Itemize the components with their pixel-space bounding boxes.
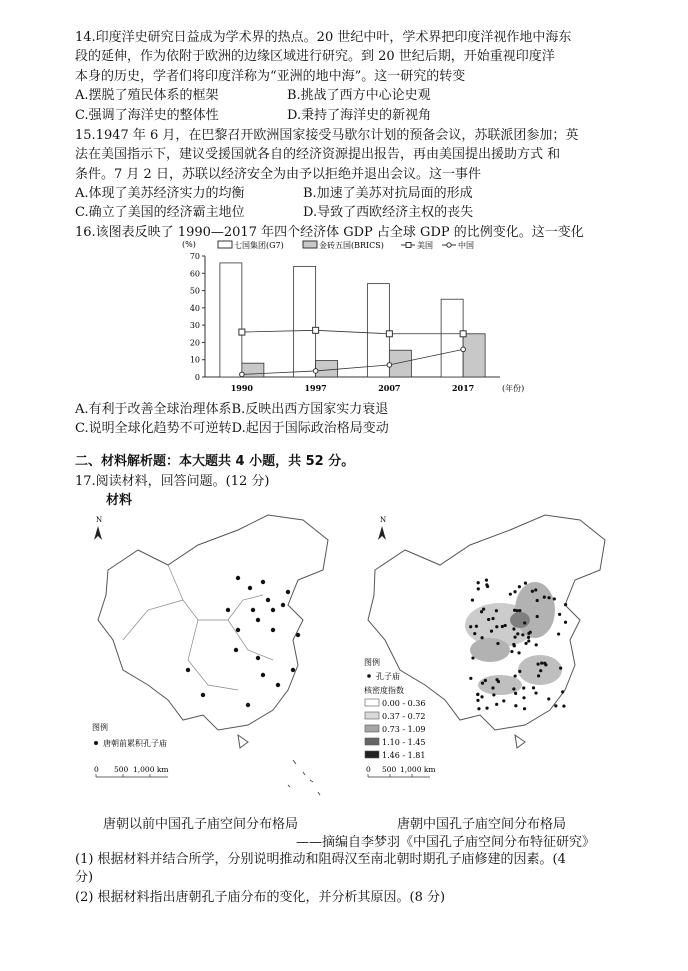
map-before-tang xyxy=(88,510,350,805)
point-china xyxy=(387,363,392,368)
y-tick-label: 20 xyxy=(189,338,200,348)
q15-line: 15.1947 年 6 月，在巴黎召开欧洲国家接受马歇尔计划的预备会议，苏联派团参加；英 xyxy=(75,128,579,143)
temple-dot xyxy=(481,682,484,685)
temple-dot xyxy=(518,670,521,673)
density-class-label: 0.73 - 1.09 xyxy=(382,725,426,734)
y-tick-label: 60 xyxy=(189,269,200,279)
scale-bar xyxy=(368,774,430,777)
temple-dot xyxy=(532,686,535,689)
temple-dot xyxy=(480,636,483,639)
temple-dot xyxy=(535,643,538,646)
temple-dot xyxy=(476,699,479,702)
legend-item: 孔子庙 xyxy=(376,672,400,681)
temple-dot xyxy=(487,618,490,621)
temple-dot xyxy=(522,686,525,689)
x-tick-label: 2017 xyxy=(451,383,475,393)
density-swatch xyxy=(365,699,379,706)
temple-dot xyxy=(476,693,479,696)
y-tick-label: 0 xyxy=(194,373,200,382)
q14-line: 14.印度洋史研究日益成为学术界的热点。20 世纪中叶，学术界把印度洋视作地中海东 xyxy=(75,30,572,45)
gdp-chart xyxy=(180,235,525,395)
temple-dot xyxy=(518,585,521,588)
q15-line: 法在美国指示下，建议受援国就各自的经济资源提出报告，再由美国提出援助方式 和 xyxy=(75,147,561,162)
material-label: 材料 xyxy=(106,493,133,508)
density-class-label: 0.00 - 0.36 xyxy=(382,699,426,708)
svg-text:0: 0 xyxy=(366,765,371,774)
x-tick-label: 1990 xyxy=(230,383,254,393)
density-swatch xyxy=(365,712,379,719)
temple-dot xyxy=(261,673,265,677)
temple-dot xyxy=(271,628,275,632)
temple-dot xyxy=(504,624,507,627)
temple-dot xyxy=(524,642,527,645)
q15-option-a: A.体现了美苏经济实力的均衡 xyxy=(75,186,245,201)
section-title: 二、材料解析题：本大题共 4 小题，共 52 分。 xyxy=(75,454,355,469)
x-tick-label: 2007 xyxy=(378,383,401,393)
temple-dot xyxy=(490,630,493,633)
temple-dot xyxy=(518,609,521,612)
bar-g7 xyxy=(220,263,242,377)
q14-option-c: C.强调了海洋史的整体性 xyxy=(75,108,219,123)
temple-dot xyxy=(537,674,540,677)
legend-marker-china xyxy=(447,243,451,247)
temple-dot xyxy=(512,643,515,646)
q17-stem: 17.阅读材料，回答问题。(12 分) xyxy=(75,474,270,489)
q16-stem: 16.该图表反映了 1990—2017 年四个经济体 GDP 占全球 GDP 的比例变化。这一变化 xyxy=(75,225,584,240)
temple-dot xyxy=(495,703,498,706)
map-left-caption: 唐朝以前中国孔子庙空间分布格局 xyxy=(103,817,299,832)
temple-dot xyxy=(236,628,240,632)
temple-dot xyxy=(558,613,561,616)
temple-dot xyxy=(514,704,517,707)
y-tick-label: 70 xyxy=(189,252,200,261)
density-class-label: 1.46 - 1.81 xyxy=(382,751,426,760)
q17-sub1-cont: 分) xyxy=(75,870,94,885)
density-swatch xyxy=(365,751,379,758)
y-tick-label: 30 xyxy=(189,321,200,331)
temple-dot xyxy=(559,667,562,670)
temple-dot xyxy=(256,656,260,660)
legend-item: 唐朝前累积孔子庙 xyxy=(103,739,167,748)
temple-dot xyxy=(477,587,480,590)
temple-dot xyxy=(564,603,567,606)
q14-line: 本身的历史，学者们将印度洋称为“亚洲的地中海”。这一研究的转变 xyxy=(75,69,466,84)
temple-dot xyxy=(495,625,498,628)
temple-dot xyxy=(266,598,270,602)
svg-text:500: 500 xyxy=(114,765,129,774)
x-tick-label: 1997 xyxy=(304,383,327,393)
temple-dot xyxy=(547,697,550,700)
point-china xyxy=(240,372,245,377)
temple-dot xyxy=(536,662,539,665)
temple-dot xyxy=(234,648,238,652)
temple-dot xyxy=(473,632,476,635)
temple-dot xyxy=(469,677,472,680)
density-class-label: 1.10 - 1.45 xyxy=(382,738,426,747)
temple-dot xyxy=(516,632,519,635)
temple-dot xyxy=(536,599,539,602)
north-arrow-icon xyxy=(378,526,386,540)
temple-dot xyxy=(276,683,280,687)
temple-dot xyxy=(471,656,474,659)
temple-dot xyxy=(539,669,542,672)
temple-dot xyxy=(256,618,260,622)
temple-dot xyxy=(491,686,494,689)
legend-swatch-brics xyxy=(303,241,317,248)
temple-dot xyxy=(480,695,483,698)
point-usa xyxy=(460,331,466,337)
q14-option-b: B.挑战了西方中心论史观 xyxy=(287,88,431,103)
temple-dot xyxy=(271,608,275,612)
temple-dot xyxy=(514,674,517,677)
point-usa xyxy=(313,327,319,333)
temple-dot xyxy=(186,668,190,672)
y-tick-label: 10 xyxy=(189,355,200,365)
temple-dot xyxy=(527,636,530,639)
svg-text:1,000 km: 1,000 km xyxy=(400,765,436,774)
temple-dot xyxy=(477,707,480,710)
temple-dot xyxy=(513,636,516,639)
temple-dot-icon xyxy=(94,741,98,745)
y-axis-label: (%) xyxy=(182,240,196,249)
temple-dot xyxy=(485,707,488,710)
temple-dot xyxy=(540,661,543,664)
svg-text:0: 0 xyxy=(94,765,99,774)
temple-dot xyxy=(561,690,564,693)
bar-brics xyxy=(463,334,485,377)
line-china xyxy=(242,349,463,374)
temple-dot xyxy=(527,639,530,642)
temple-dot xyxy=(496,642,499,645)
bar-brics xyxy=(316,361,338,377)
north-arrow-icon xyxy=(94,526,102,540)
temple-dot xyxy=(514,692,517,695)
legend-title: 图例 xyxy=(364,658,380,667)
temple-dot xyxy=(510,650,513,653)
temple-dot xyxy=(495,609,498,612)
legend-swatch-g7 xyxy=(218,241,232,248)
temple-dot xyxy=(475,625,478,628)
q16-option-d: D.起因于国际政治格局变动 xyxy=(231,421,389,436)
legend-g7: 七国集团(G7) xyxy=(234,241,284,250)
y-tick-label: 50 xyxy=(189,286,200,296)
q15-option-d: D.导致了西欧经济主权的丧失 xyxy=(303,205,474,220)
line-usa xyxy=(242,330,463,333)
temple-dot xyxy=(543,596,546,599)
temple-dot xyxy=(529,631,532,634)
temple-dot xyxy=(522,696,525,699)
temple-dot xyxy=(543,662,546,665)
x-axis-label: (年份) xyxy=(502,384,525,393)
temple-dot xyxy=(515,609,518,612)
svg-text:1,000 km: 1,000 km xyxy=(133,765,169,774)
temple-dot xyxy=(201,693,205,697)
temple-dot xyxy=(557,632,560,635)
temple-dot xyxy=(534,588,537,591)
temple-dot xyxy=(513,590,516,593)
legend-title: 图例 xyxy=(92,723,108,732)
temple-dot xyxy=(291,668,295,672)
map-right-caption: 唐朝中国孔子庙空间分布格局 xyxy=(397,817,567,832)
bar-brics xyxy=(389,350,411,377)
q17-sub1: (1) 根据材料并结合所学，分别说明推动和阻碍汉至南北朝时期孔子庙修建的因素。(4 xyxy=(75,852,566,867)
q15-option-b: B.加速了美苏对抗局面的形成 xyxy=(303,186,473,201)
temple-dot xyxy=(547,596,550,599)
bar-g7 xyxy=(441,299,463,377)
point-usa xyxy=(239,329,245,335)
temple-dot xyxy=(469,625,472,628)
legend-usa: 美国 xyxy=(417,241,433,250)
temple-dot xyxy=(484,679,487,682)
bar-brics xyxy=(242,363,264,377)
temple-dot xyxy=(531,590,534,593)
temple-dot xyxy=(477,581,480,584)
y-tick-label: 40 xyxy=(189,303,200,313)
density-class-label: 0.37 - 0.72 xyxy=(382,712,426,721)
temple-dot xyxy=(482,608,485,611)
temple-dot xyxy=(509,593,512,596)
legend-china: 中国 xyxy=(458,241,474,250)
temple-dot xyxy=(553,597,556,600)
q16-option-b: B.反映出西方国家实力衰退 xyxy=(231,402,389,417)
density-legend xyxy=(365,699,425,760)
temple-dot xyxy=(296,633,300,637)
temple-dot xyxy=(236,576,240,580)
temple-dot xyxy=(502,699,505,702)
temple-dot xyxy=(226,608,230,612)
temple-dot xyxy=(471,598,474,601)
q15-line: 条件。7 月 2 日，苏联以经济安全为由予以拒绝并退出会议。这一事件 xyxy=(75,167,481,182)
north-arrow-label: N xyxy=(96,516,103,524)
q14-option-d: D.秉持了海洋史的新视角 xyxy=(287,108,432,123)
q17-sub2: (2) 根据材料指出唐朝孔子庙分布的变化，并分析其原因。(8 分) xyxy=(75,890,446,905)
temple-dot xyxy=(523,707,526,710)
q15-option-c: C.确立了美国的经济霸主地位 xyxy=(75,205,245,220)
temple-dot xyxy=(536,615,539,618)
point-china xyxy=(461,347,466,352)
q16-option-c: C.说明全球化趋势不可逆转 xyxy=(75,421,232,436)
temple-dot xyxy=(523,621,526,624)
temple-dot xyxy=(251,608,255,612)
north-arrow-label: N xyxy=(380,516,387,524)
legend-brics: 金砖五国(BRICS) xyxy=(319,241,384,250)
svg-text:500: 500 xyxy=(382,765,397,774)
scale-bar xyxy=(96,774,168,777)
temple-dot xyxy=(512,687,515,690)
temple-dot xyxy=(485,579,488,582)
temple-dot xyxy=(564,621,567,624)
temple-dot xyxy=(521,633,524,636)
legend-marker-usa xyxy=(406,243,411,248)
china-outline xyxy=(98,515,328,730)
temple-dot xyxy=(512,627,515,630)
temple-dot xyxy=(281,603,285,607)
temple-dot xyxy=(491,617,494,620)
source-citation: ——摘编自李梦羽《中国孔子庙空间分布特征研究》 xyxy=(296,835,596,850)
temple-dot xyxy=(246,703,250,707)
temple-dot-icon xyxy=(367,674,371,678)
temple-dot xyxy=(261,580,265,584)
temple-dot xyxy=(492,693,495,696)
q14-line: 段的延伸，作为依附于欧洲的边缘区域进行研究。到 20 世纪后期，开始重视印度洋 xyxy=(75,49,555,64)
temple-dot xyxy=(524,582,527,585)
temple-dot xyxy=(485,583,488,586)
bar-g7 xyxy=(294,266,316,377)
point-usa xyxy=(386,331,392,337)
temple-dot xyxy=(501,625,504,628)
temple-dot xyxy=(517,651,520,654)
temple-dot xyxy=(554,704,557,707)
q14-option-a: A.摆脱了殖民体系的框架 xyxy=(75,88,219,103)
temple-dot xyxy=(248,586,252,590)
density-swatch xyxy=(365,738,379,745)
temple-dot xyxy=(534,691,537,694)
temple-dot xyxy=(480,610,483,613)
point-china xyxy=(313,369,318,374)
temple-dot xyxy=(495,678,498,681)
q16-option-a: A.有利于改善全球治理体系 xyxy=(75,402,232,417)
density-title: 核密度指数 xyxy=(364,686,404,695)
temple-dot xyxy=(562,704,565,707)
temple-dot xyxy=(286,590,290,594)
map-tang xyxy=(360,510,625,805)
density-swatch xyxy=(365,725,379,732)
